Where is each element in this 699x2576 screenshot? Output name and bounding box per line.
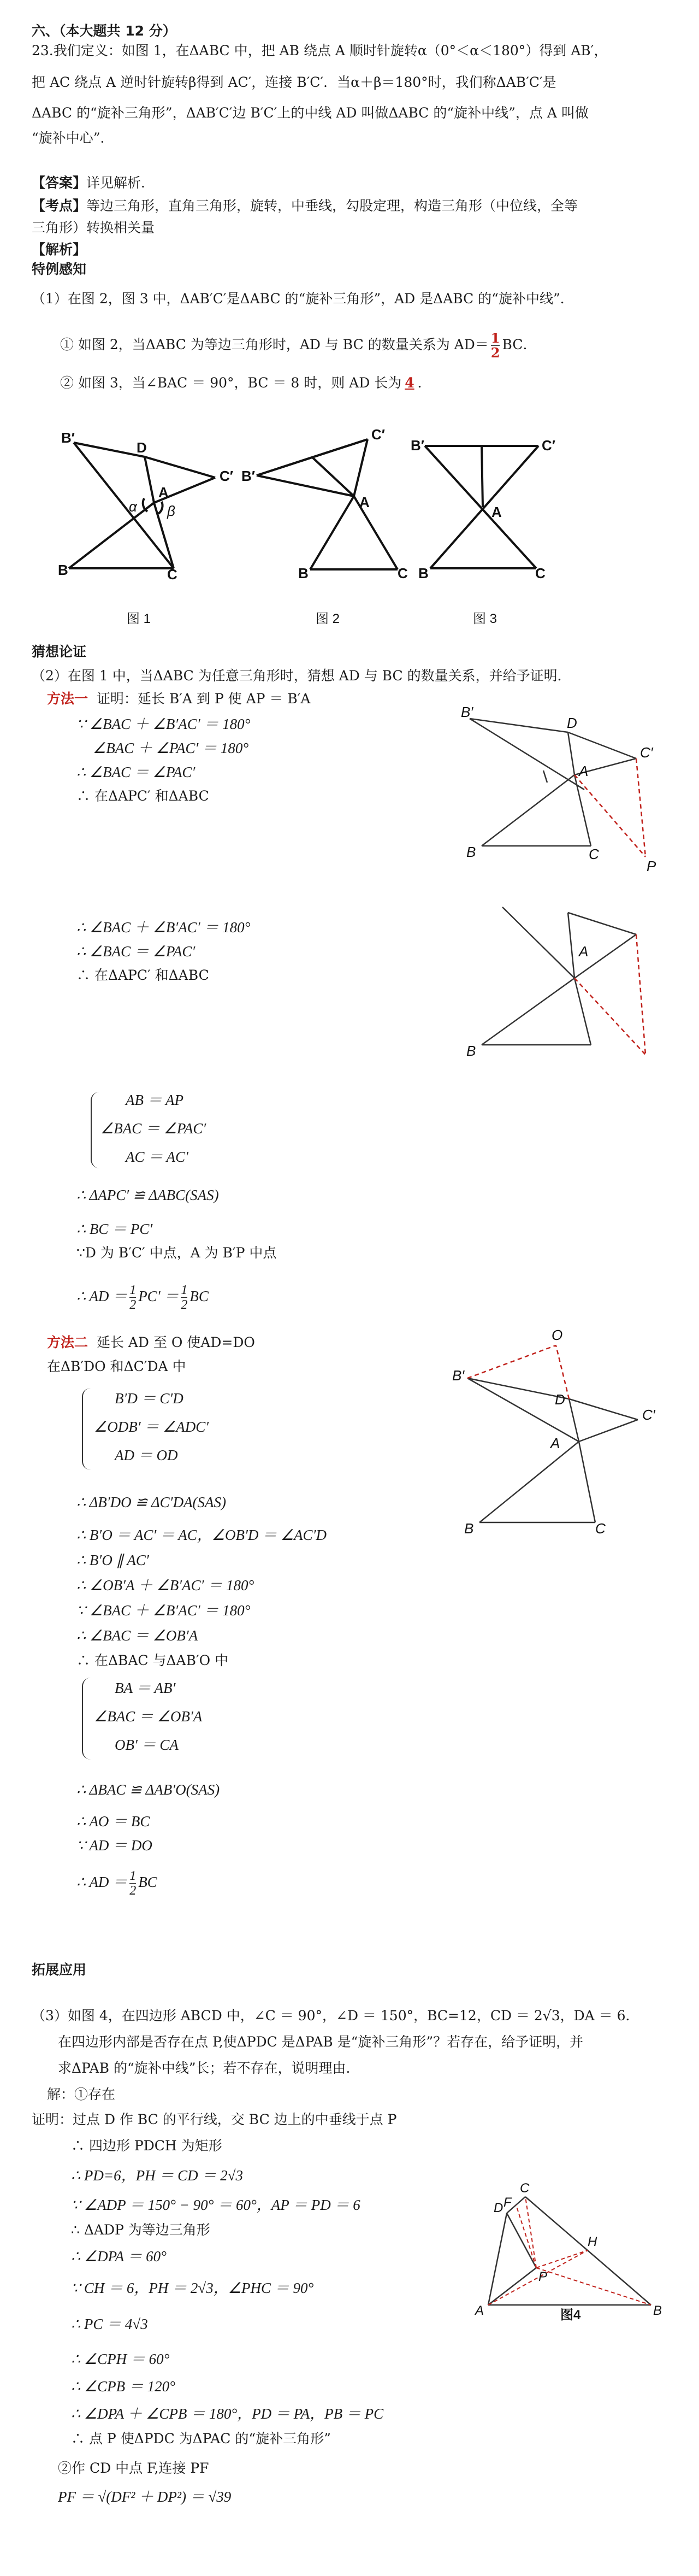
m2-step-10: ∴ AO ＝ BC [76, 1813, 150, 1830]
sol-line-13: ∴ 点 P 使ΔPDC 为ΔPAC 的“旋补三角形” [71, 2431, 331, 2446]
m1-step-10: ∵D 为 B′C′ 中点，A 为 B′P 中点 [76, 1245, 277, 1261]
figures-1-3 [0, 404, 699, 634]
fig2-label-b1: B′ [241, 468, 256, 484]
sol-line-12: ∴ ∠DPA ＋ ∠CPB ＝ 180°，PD ＝ PA，PB ＝ PC [71, 2406, 384, 2422]
sol-line-1: 解：①存在 [47, 2086, 116, 2102]
brace-1 [91, 1092, 99, 1168]
fig1-label-d: D [137, 439, 147, 456]
fig2-caption: 图 2 [316, 611, 340, 626]
m1-step-4: ∴ 在ΔAPC′ 和ΔABC [76, 788, 209, 804]
m1-step-5: ∴ ∠BAC ＋ ∠B′AC′ ＝ 180° [76, 919, 251, 936]
fig4-label-a: A [475, 2303, 484, 2318]
figA-label-c1: C′ [640, 744, 653, 761]
brace2-line-3: AD ＝ OD [115, 1447, 178, 1463]
figC-label-c1: C′ [642, 1407, 655, 1423]
m1-step-1: ∵ ∠BAC ＋ ∠B′AC′ ＝ 180° [76, 716, 251, 732]
sol-line-8: ∵ CH ＝ 6，PH ＝ 2√3，∠PHC ＝ 90° [71, 2280, 314, 2296]
figure-4 [459, 2180, 677, 2344]
method1-line: 方法一 证明：延长 B′A 到 P 使 AP ＝ B′A [47, 691, 311, 707]
method2-figure [448, 1328, 688, 1536]
fig2-label-c1: C′ [371, 426, 386, 443]
part3-line-1: （3）如图 4，在四边形 ABCD 中，∠C ＝ 90°，∠D ＝ 150°，BC=12，CD ＝ 2√3，DA ＝ 6． [32, 2008, 639, 2024]
figA-label-b: B [466, 844, 476, 860]
brace3-line-1: BA ＝ AB′ [115, 1680, 176, 1696]
fig1-label-c: C [167, 566, 177, 583]
figA-label-d: D [567, 715, 577, 731]
figure-2 [257, 439, 398, 569]
question-line-4: “旋补中心”． [32, 130, 114, 146]
figA-label-a: A [579, 763, 589, 779]
figC-label-a: A [550, 1435, 560, 1451]
fig2-label-b: B [298, 565, 309, 581]
m1-step-6: ∴ ∠BAC ＝ ∠PAC′ [76, 943, 196, 960]
part3-line-2: 在四边形内部是否存在点 P,使ΔPDC 是ΔPAB 是“旋补三角形”？若存在，给予证明，并 [58, 2034, 584, 2050]
brace3-line-3: OB′ ＝ CA [115, 1737, 179, 1753]
m2-step-8: ∴ 在ΔBAC 与ΔAB′O 中 [76, 1652, 229, 1668]
m1-step-7: ∴ 在ΔAPC′ 和ΔABC [76, 967, 209, 983]
m2-step-4: ∴ B′O ∥ AC′ [76, 1552, 149, 1568]
part3-title: 拓展应用 [32, 1962, 87, 1978]
sol-line-7: ∴ ∠DPA ＝ 60° [71, 2248, 167, 2265]
sol-line-9: ∴ PC ＝ 4√3 [71, 2316, 148, 2332]
m2-step-1: 在ΔB′DO 和ΔC′DA 中 [47, 1358, 186, 1374]
m2-step-3: ∴ B′O ＝ AC′ ＝ AC，∠OB′D ＝ ∠AC′D [76, 1527, 327, 1543]
fig4-caption: 图4 [560, 2308, 581, 2322]
part1-intro: （1）在图 2，图 3 中，ΔAB′C′是ΔABC 的“旋补三角形”，AD 是ΔABC 的“旋补中线”． [32, 291, 574, 307]
sol-line-2: 证明：过点 D 作 BC 的平行线，交 BC 边上的中垂线于点 P [32, 2112, 397, 2127]
figB-label-b: B [466, 1043, 476, 1059]
fig3-label-c: C [535, 565, 546, 581]
method2-line: 方法二 延长 AD 至 O 使AD=DO [47, 1334, 255, 1350]
sol-line-15: PF ＝ √(DF² ＋ DP²) ＝ √39 [58, 2489, 232, 2505]
figB-label-a: A [579, 943, 589, 960]
m2-step-6: ∵ ∠BAC ＋ ∠B′AC′ ＝ 180° [76, 1602, 251, 1619]
brace2-line-2: ∠ODB′ ＝ ∠ADC′ [94, 1419, 209, 1435]
m2-step-11: ∵ AD ＝ DO [76, 1837, 152, 1854]
fig1-label-beta: β [167, 503, 175, 519]
method1-figure-a [448, 699, 688, 896]
fig3-label-a: A [491, 504, 502, 520]
m1-step-9: ∴ BC ＝ PC′ [76, 1221, 153, 1237]
figC-label-c: C [595, 1520, 606, 1536]
sol-line-10: ∴ ∠CPH ＝ 60° [71, 2351, 170, 2367]
fig4-label-f: F [503, 2195, 512, 2210]
kaodian-line-1: 【考点】等边三角形，直角三角形，旋转，中垂线，勾股定理，构造三角形（中位线，全等 [32, 198, 578, 214]
fig1-label-c1: C′ [220, 468, 234, 484]
fig2-label-c: C [398, 565, 408, 581]
m2-step-12: ∴ AD ＝ $\frac{1}{2}$ BC [76, 1869, 157, 1898]
sol-line-6: ∴ ΔADP 为等边三角形 [71, 2222, 210, 2238]
part2-title: 猜想论证 [32, 644, 87, 660]
sol-line-5: ∵ ∠ADP ＝ 150° − 90° ＝ 60°，AP ＝ PD ＝ 6 [71, 2197, 360, 2213]
fig1-label-alpha: α [129, 498, 137, 515]
figC-label-b: B [464, 1520, 474, 1536]
part1-item1: ① 如图 2，当ΔABC 为等边三角形时，AD 与 BC 的数量关系为 AD＝ $\frac{1}{2}$ BC． [60, 330, 537, 361]
brace1-line-1: AB ＝ AP [126, 1092, 183, 1108]
figure-1 [69, 443, 215, 568]
fig4-label-c: C [520, 2181, 530, 2196]
figC-label-d: D [555, 1391, 565, 1408]
fig3-caption: 图 3 [473, 611, 497, 626]
m2-step-5: ∴ ∠OB′A ＋ ∠B′AC′ ＝ 180° [76, 1577, 254, 1593]
fig2-label-a: A [359, 494, 370, 510]
sol-line-14: ②作 CD 中点 F,连接 PF [58, 2460, 209, 2476]
question-line-2: 把 AC 绕点 A 逆时针旋转β得到 AC′，连接 B′C′．当α＋β＝180°时，我们称ΔAB′C′是 [32, 74, 556, 90]
fig4-label-d: D [494, 2201, 503, 2215]
part1-item2: ② 如图 3，当∠BAC ＝ 90°，BC ＝ 8 时，则 AD 长为 4 ． [60, 375, 431, 391]
fig1-label-b: B [58, 562, 68, 578]
part1-title: 特例感知 [32, 261, 87, 277]
m2-step-2: ∴ ΔB′DO ≌ ΔC′DA(SAS) [76, 1494, 227, 1510]
figA-label-p: P [647, 858, 656, 874]
section-header: 六、（本大题共 12 分） [32, 23, 176, 39]
brace-3 [82, 1678, 91, 1760]
fig1-caption: 图 1 [127, 611, 151, 626]
sol-line-3: ∴ 四边形 PDCH 为矩形 [71, 2138, 222, 2154]
m1-step-2: ∠BAC ＋ ∠PAC′ ＝ 180° [93, 740, 249, 756]
fig4-label-h: H [588, 2234, 597, 2249]
sol-line-4: ∴ PD=6，PH ＝ CD ＝ 2√3 [71, 2167, 243, 2184]
part2-intro: （2）在图 1 中，当ΔABC 为任意三角形时，猜想 AD 与 BC 的数量关系，并给予证明． [32, 668, 571, 684]
question-line-1: 23.我们定义：如图 1，在ΔABC 中，把 AB 绕点 A 顺时针旋转α（0°＜α＜180°）得到 AB′， [32, 43, 608, 58]
figure-3 [425, 446, 538, 568]
m1-step-11: ∴ AD ＝ $\frac{1}{2}$ PC′ ＝ $\frac{1}{2}$ BC [76, 1283, 209, 1313]
fig3-label-c1: C′ [542, 437, 556, 454]
question-line-3: ΔABC 的“旋补三角形”，ΔAB′C′边 B′C′上的中线 AD 叫做ΔABC 的“旋补中线”，点 A 叫做 [32, 105, 589, 121]
fig3-label-b1: B′ [411, 437, 425, 454]
m2-step-7: ∴ ∠BAC ＝ ∠OB′A [76, 1627, 198, 1644]
figA-label-c: C [589, 846, 599, 862]
brace-2 [82, 1388, 91, 1470]
fig4-label-p: P [538, 2269, 548, 2284]
brace1-line-3: AC ＝ AC′ [126, 1149, 188, 1165]
sol-line-11: ∴ ∠CPB ＝ 120° [71, 2378, 175, 2395]
jiexi-label: 【解析】 [32, 242, 87, 257]
figA-label-b1: B′ [461, 704, 473, 720]
kaodian-line-2: 三角形）转换相关量 [32, 220, 155, 236]
m2-step-9: ∴ ΔBAC ≌ ΔAB′O(SAS) [76, 1781, 220, 1798]
part3-line-3: 求ΔPAB 的“旋补中线”长；若不存在，说明理由． [58, 2060, 360, 2076]
brace1-line-2: ∠BAC ＝ ∠PAC′ [100, 1120, 206, 1137]
m1-step-8: ∴ ΔAPC′ ≌ ΔABC(SAS) [76, 1187, 219, 1203]
m1-step-3: ∴ ∠BAC ＝ ∠PAC′ [76, 764, 196, 780]
figC-label-b1: B′ [452, 1367, 465, 1384]
fig1-label-b1: B′ [61, 430, 75, 446]
figC-label-o: O [552, 1328, 563, 1343]
fig4-label-b: B [653, 2303, 662, 2318]
brace2-line-1: B′D ＝ C′D [115, 1390, 183, 1407]
answer-line: 【答案】详见解析． [32, 175, 155, 191]
fig1-label-a: A [158, 484, 169, 501]
method1-figure-b [448, 902, 688, 1077]
fig3-label-b: B [418, 565, 429, 581]
brace3-line-2: ∠BAC ＝ ∠OB′A [94, 1708, 203, 1725]
